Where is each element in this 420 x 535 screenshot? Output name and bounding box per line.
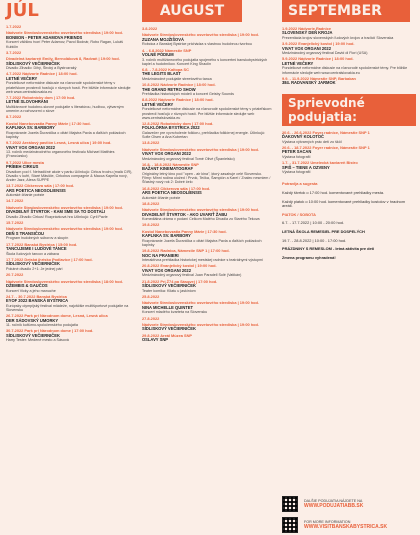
event-description: Pondelkové neformálne diskusie na rôznorodé spoločenské témy v priateľskom prostredí hosťujú v rôznych hostí. Pre bližšie informácie sledujte web www.centralslovakia.eu [142,107,272,120]
event-date: 13.8.2022 [142,140,160,146]
accompanying-events-list [282,131,416,175]
event-item [6,199,134,203]
event-title: DEŇ S TRANSIČOU [6,230,44,236]
notice-heading-2: PIATOK / SOBOTA [282,211,316,217]
event-date: 3.8.2022 [142,26,158,31]
column-september [282,0,416,264]
column-august [142,0,272,345]
event-title: VOLNÉ PÓDIUM [142,52,174,58]
event-date: 24.7. - 30.7.2022 Banská Bystrica [6,293,67,299]
accompanying-events-heading: Sprievodné podujatia: [282,94,416,126]
event-title: THE LEGITS BLAST [142,71,181,77]
event-date: 16.8. - 18.8.2022 Námestie SNP [142,162,199,168]
event-item [282,42,416,55]
event-date: 5.9.2022 Nádvorie Radnice | 18:00 hod. [282,56,354,62]
event-title: SÍDLISKOVÝ VEČIERNIČEK [6,332,60,338]
event-title: LETNÉ VEČERY [142,101,174,107]
event-description: Prezentácia krojov slovenských ľudových krojov a tradícií Slovenska [282,36,394,40]
event-item [142,323,272,332]
event-title: KAPLNKA SV. BARBORY [6,125,55,131]
event-item [282,27,416,40]
event-title: LETNÉ VEČERY [6,75,38,81]
qr-code-icon[interactable] [282,517,298,533]
event-item [142,202,272,206]
event-date: 18.8.2022 [142,200,160,206]
event-item [142,68,272,81]
event-list-july [6,25,134,343]
event-item [6,57,134,70]
event-date: 20.6. - 18.7.2022 Foyer radnice, Námestie SNP 1 [282,145,370,151]
event-title: DIVADELNÝ ŠTVRTOK - AKO UVARIŤ ŽABU [142,211,228,217]
event-description: Autorské čítanie poézie [142,195,181,200]
event-description: Medzinárodné podujatie streetového tanca [142,77,212,82]
event-description: Koncert Vicky a jeho manuche [6,288,56,293]
event-description: Divadlo Zihadlo: Dihý, Široký a Bystrozraký [6,66,77,71]
event-list-september [282,27,416,86]
footer [282,496,416,535]
event-title: LETNÉ VEČERY [282,60,314,66]
event-date: 20.8.2022 Evanjelický kostol | 19:00 hod. [142,263,217,269]
event-item [142,141,272,145]
event-description: Európsky olympijský festival mládeže, najväčšie multišportové podujatie na Slovensku [6,303,129,312]
event-item [142,230,272,247]
event-description: Pondelkové neformálne diskusie na rôznorodé spoločenské témy v priateľskom prostredí hosťujú v rôznych hostí. Pre bližšie informácie sledujte web www.centralslovakia.eu [6,81,131,94]
event-title: EYOF 2022 BANSKÁ BYSTRICA [6,298,69,304]
event-description: 3. ročník multižánrového podujatia spojeného s koncertmi banskobystrických kapiel a hudobníkov. Koncert King Shaolin [142,57,268,66]
notice-text-1: Každý štvrtok o 17:00 hod. komentované prehliadky mesta. [282,190,385,196]
event-title: VIVAT VOX ORGANI 2022 [6,144,55,150]
event-date: 20.6. - 26.6.2022 Foyer radnice, Námestie SNP 1 [282,129,370,135]
event-date: 9.7.2022 Ulice mesta [6,159,44,165]
event-description: Rozprávanie Jozefa Ďuranička o oltári Majstra Pavla a ďalších pokladoch kaplnky [6,130,126,140]
event-description: Multižánrové hudobno-slovné podujatie s literatúrou, hudbou, výtvarným umením a rozhovormi o slove [6,105,124,114]
event-item [6,31,134,48]
event-date: 21.8.2022 Pri Ž74 na Sásovej | 17:00 hod. [142,278,218,284]
event-item [142,187,272,200]
event-item [142,223,272,227]
notice-event-2: PRÁZDNINY S REMESLOM - letná aktivita pre deti [282,246,375,252]
event-date: 27.8.2022 [142,315,160,321]
month-heading-july: JÚL [6,0,39,21]
event-date: 10.8.2022 Nádvorie Radnice | 18:00 hod. [142,82,216,88]
event-item [142,249,272,262]
event-item [6,122,134,139]
event-description: Program hudobných súborov a skupín [6,236,69,241]
event-date: 17.7.2022 Banská Bystrica | 15:00 hod. [6,241,78,247]
event-item [282,161,416,174]
event-date: 3.7.2022 [6,49,22,55]
event-date: 6.8. - 7.8.2022 Kaltopa SC [142,67,189,73]
event-description: Medzinárodný organový festival Juan Paradell Solé (Vatikán) [142,273,242,278]
event-description: Výstava výtvarných prác detí zo škôl [282,139,342,144]
notice-program-change: Zmena programu vyhradená! [282,254,336,260]
event-item [142,98,272,120]
event-date: Nádvorie Stredoslovenského osvetového strediska | 19:00 hod. [6,226,123,232]
event-date: 9.7.2022 Areálový pavilón Lesná, Lesná ulica | 19:00 hod. [6,140,112,146]
event-item [6,243,134,256]
event-item [6,221,134,225]
event-title: THE GRAND RETRO SHOW [142,86,196,92]
event-item [6,329,134,342]
event-description: Teater komika: Kliatu u jaskiniom [142,288,196,293]
event-title: PRÍBEH CIRKUS [6,164,39,170]
event-date: 14.7.2022 [6,198,24,204]
event-item [6,161,134,183]
event-item [6,51,134,55]
event-date: 19.8.2022 [142,222,160,228]
event-description: Medzinárodný organový festival Tomé Olivé (Španielsko) [142,156,235,161]
event-title: 384. RADVANSKÝ JARMOK [282,80,336,86]
event-item [6,280,134,293]
event-description: Divadlom pod ť. Netradičné akcie v parku Učinkujú: Cirkus trochu (malá CIR), Divadlo v kufri, Staré Mäsičie, Cirkobus compagnie & Macca Kapella nový, Ander Jazz, Alexa SUPPE [6,169,133,183]
notice-text-2: Každý piatok o 10:00 hod. komentované prehliadky kostolov v hradnom areáli. [282,198,406,209]
event-date: 20.7.2022 [6,272,24,278]
event-date: 30.7.2022 Park pri Národnom dome | 17:00 hod. [6,328,94,334]
event-title: ĎAKOVNÝ KOLOTOČ [282,134,325,140]
event-title: ARS POETICA NEOSOLIENSIS [6,187,66,193]
event-description: 13. ročník medzinárodného organového festivalu Michael Matthies (Francúzsko) [6,150,115,159]
event-date: Nádvorie Stredoslovenského osvetového strediska | 19:00 hod. [6,30,123,36]
event-description: Pondelkové neformálne diskusie na rôznorodé spoločenské témy. Pre bližšie informácie sledujte web www.centralslovakia.eu [282,66,408,75]
event-description: Prehliadka historických módelí a koncert Geisby Sounds [142,92,235,97]
event-date: Kostol Nanebovzatia Panny Márie | 17:30 hod. [142,228,227,234]
event-item [142,280,272,293]
event-date: Nádvorie Stredoslovenského osvetového strediska | 18:00 hod. [6,278,123,284]
event-title: ARS POETICA NEOSOLIENSIS [142,190,202,196]
event-item [6,314,134,327]
event-description: Koncert väčšinu tvorí Peter Adamov, Pavol Bodnár, Robo Ragan, Lukáš Kubičin [6,40,123,49]
event-date: 12.8.2022 Robotnícky dom | 17:00 hod. [142,121,214,127]
event-date: Nádvorie Stredoslovenského osvetového strediska | 19:00 hod. [142,32,259,38]
event-date: 19.8.2022 Radnica, Námestie SNP 1 | 17:00 hod. [142,248,230,254]
event-date: 13.7.2022 Cikkerova sála | 17:00 hod. [6,183,75,189]
notice-event-1: LETNÁ ŠKOLA REMESIEL PRE DOSPELÝCH [282,228,365,234]
event-description: Divadlo Zihadlo Cirkus! Rozprávková hra Učinkujú: Cyril Pavle [6,214,108,219]
event-description: Rozprávanie Jozefa Ďuranička o oltári Majstra Pavla a ďalších pokladoch kaplnky [142,238,262,248]
event-item [6,273,134,277]
footer-label-1: DALŠIE PODUJATIA NÁJDETE NA [304,498,363,503]
footer-link-podujatia[interactable]: WWW.PODUJATIABB.SK [304,503,364,510]
event-title: SÍDLISKOVÝ VEČIERNIČEK [142,283,196,289]
event-description: Komediálna dráma v podaní Celkom Malého Divadla zo Starého Tekova [142,217,260,222]
event-date: 8.7.2022 [6,114,22,120]
event-item [142,208,272,221]
event-description: Polutné divadlo 2+1: Je jednej pári [6,266,63,271]
footer-link-visit[interactable]: WWW.VISITBANSKABYSTRICA.SK [304,524,388,531]
event-description: Výstava fotografií [282,170,311,175]
event-item [142,148,272,161]
event-item [282,77,416,86]
event-item [6,96,134,113]
event-date: 1.7. - 31.7.2022 Umelecká kaviareň Bistro [282,160,358,166]
event-description: Výstava fotografií [282,155,311,160]
event-title: SÍDLISKOVÝ VEČIERNIČEK [6,60,60,66]
event-date: 1.9.2022 Nádvorie Radnice [282,26,332,31]
event-description: Autorské čítanie poézie [6,193,45,198]
event-item [282,131,416,144]
event-item [6,115,134,119]
event-title: SÍDLISKOVÝ VEČIERNIČEK [142,326,196,332]
event-item [142,27,272,31]
event-item [282,57,416,74]
event-title: ZUZANA MOJŽIŠOVÁ [142,36,184,42]
event-item [142,33,272,46]
event-date: 1.7.2022 [6,24,22,29]
event-title: FOLKLÓRNA BYSTRICA 2022 [142,125,200,131]
notice-text-3: 6.7. - 17.7.2022 | 10:00 - 20:00 hod. [282,220,345,226]
event-date: 7.7.2022 Robotnícky dom | 17:00 hod. [6,95,76,101]
event-title: SLOVENSKÝ DEŇ KROJA [282,30,333,36]
event-description: 11. ročník kultúrno-spoločenského podujatia [6,323,78,328]
event-date: 16.8.2022 Cikkerova sála | 17:00 hod. [142,185,211,191]
event-item [6,141,134,158]
event-description: Medzinárodný organový festival David di Fiori (USA) [282,51,368,56]
event-date: 4.7.2022 Nádvorie Radnice | 18:00 hod. [6,71,78,77]
event-description: Robcica z Banskej Bystrice prichádza s vlastnou hudobnou tvorbou [142,42,252,47]
event-description: Harry Tester: Medené mesto a Sásová [6,338,69,343]
event-title: LETNÉ SLOVOHRANI [6,99,48,105]
event-date: Nádvorie Stredoslovenského osvetového strediska | 19:00 hod. [6,204,123,210]
event-title: NOC NA PRANIERI [142,252,179,258]
event-item [6,25,134,29]
event-date: Nádvorie Stredoslovenského osvetového strediska | 19:00 hod. [142,321,259,327]
event-item [6,295,134,312]
event-item [142,83,272,96]
event-date: 25.8.2022 [142,293,160,299]
event-title: TANCUJEME I LUDOVÉ TANCE [6,246,67,252]
event-item [142,49,272,66]
event-date: 15.7.2022 [6,220,24,226]
event-item [142,295,272,299]
event-item [6,227,134,240]
event-title: VIVAT VOX ORGANI 2022 [282,45,331,51]
event-title: DIVADELNÝ ŠTVRTOK - KAM SME SA TO DOSTALI [6,209,106,215]
event-date: 17.7.2022 Detská ihrisko Podlavice | 17:00 hod. [6,256,93,262]
event-item [6,184,134,197]
event-title: BONBON - PETER ADAMOVA FRIENDS [6,34,83,40]
event-title: SÍDLISKOVÝ VEČIERNIČEK [6,261,60,267]
event-title: VIVAT VOX ORGANI 2022 [142,267,191,273]
event-description: Galavečer pre vyvrcholenie folkloru, prehliadka folklórnej energie. Účinkujú: Sofie Olsen a Ana Kubertan [142,131,265,140]
column-july [6,0,134,345]
event-title: DŽEMBIS & GAUČOS [6,282,48,288]
event-description: Koncert mladého kvarteta na Slovensku [142,310,208,315]
month-heading-september: SEPTEMBER [282,0,410,22]
event-item [142,163,272,185]
event-date: 26.7.2022 Park pri Národnom dome, Lesná, Lesná ulica [6,313,108,319]
event-description: Interaktívna prehliadka historickej mestskej radnice s teatrálnymi výstupmi [142,258,263,263]
event-date: Nádvorie Stredoslovenského osvetového strediska | 19:00 hod. [142,146,259,152]
notice-text-4: 19.7. - 28.8.2022 | 10:00 - 17:00 hod. [282,237,347,243]
event-title: DER SÁDOVSKÝ UMORKY [6,317,59,323]
event-item [142,122,272,139]
event-description: Škola ľudových tancov a zábava [6,251,59,256]
event-date: 9.9. - 11.9.2022 Námestie SNP, Barbakan [282,75,356,81]
event-date: Nádvorie Stredoslovenského osvetového strediska | 19:00 hod. [142,300,259,306]
event-title: OSLAVY SNP [142,337,169,343]
event-title: SPIŠ – TIENE A OZVENY [282,164,330,170]
notice-heading: Potravlja a sugesta [282,181,318,187]
notice-block [282,182,416,260]
event-item [6,258,134,271]
event-list-august [142,27,272,343]
event-date: Kostol Nanebovzatia Panny Márie | 17:30 hod. [6,120,91,126]
event-item [142,264,272,277]
footer-label-2: FOR MORE INFORMATION [304,519,351,524]
month-heading-august: AUGUST [142,0,242,22]
event-date: Divadelná kaviareň Emily, Bernoláková 8, Radvaň | 19:00 hod. [6,56,120,62]
event-title: VIVAT VOX ORGANI 2022 [142,151,191,157]
event-item [6,72,134,94]
event-date: 29.8.2022 Areál Múzea SNP [142,332,193,338]
event-title: NINA MICHELLE QUINTET [142,304,194,310]
event-date: 3.9.2022 Evanjelický kostol | 19:00 hod. [282,41,355,47]
event-item [6,206,134,219]
qr-code-icon[interactable] [282,496,298,512]
event-title: PETER SACAN [282,149,312,155]
event-item [282,146,416,159]
event-title: KAPLNKA SV. BARBORY [142,233,191,239]
event-item [142,301,272,314]
event-description: Originálny letný kino pod "open - air kina", ktorý zasahuje celé Slovensko. Filmy: Minni rodina uložed / Prvok, Tečka, Šampión a Karel / Znalec nesmiem / Šťastný nový rok 2: Dobré čelo [142,172,271,185]
event-date: 4. - 6.8.2022 Námestie SNP [142,47,192,53]
event-item [142,317,272,321]
event-item [142,334,272,343]
event-title: BAŽANT KINEMATOGRAF [142,166,194,172]
event-date: 8.8.2022 Nádvorie Radnice | 18:00 hod. [142,97,214,103]
event-date: Nádvorie Stredoslovenského osvetového strediska | 19:00 hod. [142,207,259,213]
